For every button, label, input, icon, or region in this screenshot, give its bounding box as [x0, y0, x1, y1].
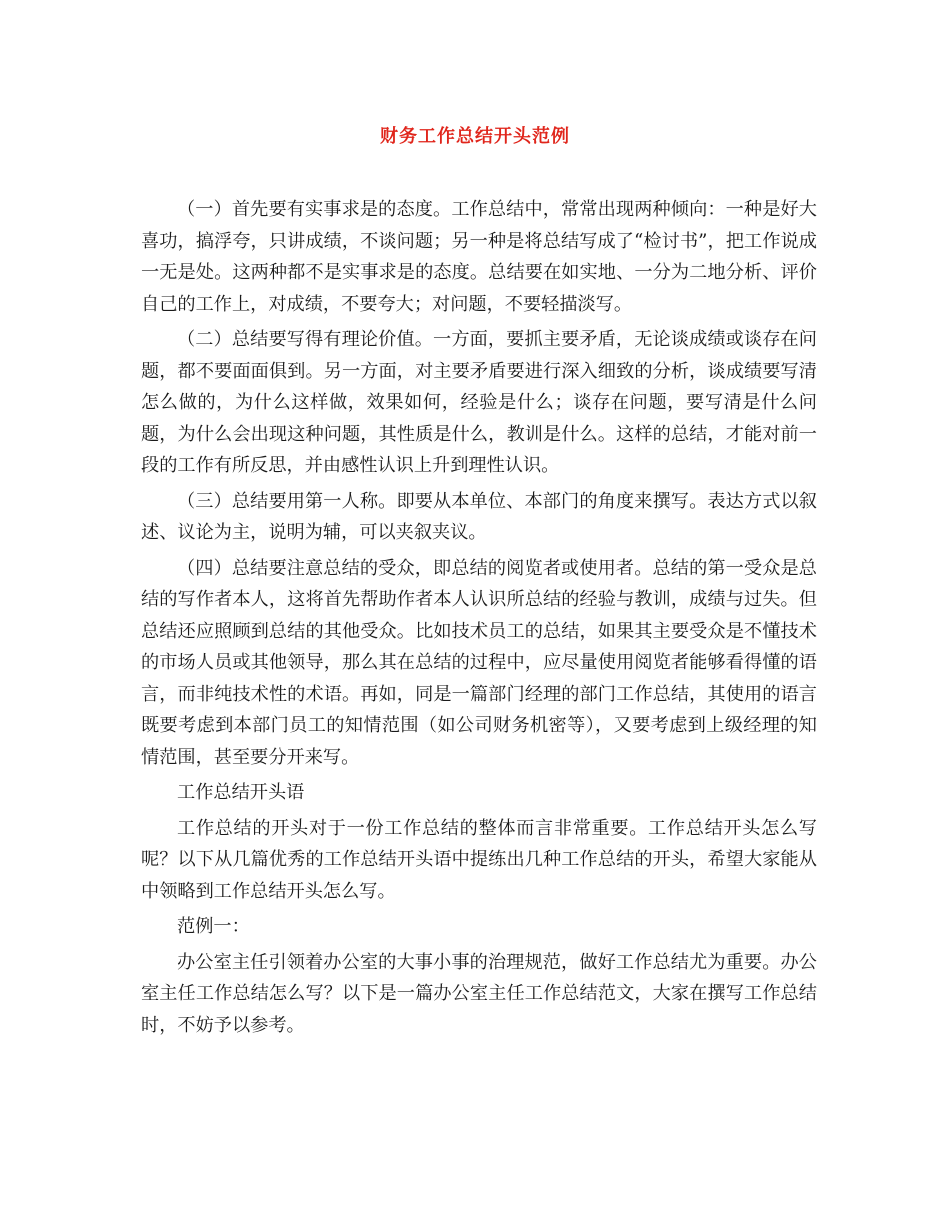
paragraph-2: （二）总结要写得有理论价值。一方面，要抓主要矛盾，无论谈成绩或谈存在问题，都不要面面俱到。另一方面，对主要矛盾要进行深入细致的分析，谈成绩要写清怎么做的，为什么这样做，效果如何，经验是什么；谈存在问题，要写清是什么问题，为什么会出现这种问题，其性质是什么，教训是什么。这样的总结，才能对前一段的工作有所反思，并由感性认识上升到理性认识。 — [141, 329, 817, 476]
paragraph-6: 办公室主任引领着办公室的大事小事的治理规范，做好工作总结尤为重要。办公室主任工作总结怎么写？以下是一篇办公室主任工作总结范文，大家在撰写工作总结时，不妨予以参考。 — [141, 951, 817, 1036]
paragraph-1: （一）首先要有实事求是的态度。工作总结中，常常出现两种倾向：一种是好大喜功，搞浮夸，只讲成绩，不谈问题；另一种是将总结写成了“检讨书”，把工作说成一无是处。这两种都不是实事求是的态度。总结要在如实地、一分为二地分析、评价自己的工作上，对成绩，不要夸大；对问题，不要轻描淡写。 — [141, 199, 817, 315]
paragraph-5: 工作总结的开头对于一份工作总结的整体而言非常重要。工作总结开头怎么写呢？以下从几篇优秀的工作总结开头语中提练出几种工作总结的开头，希望大家能从中领略到工作总结开头怎么写。 — [141, 817, 817, 902]
section-heading: 工作总结开头语 — [177, 782, 305, 803]
document-title: 财务工作总结开头范例 — [380, 126, 570, 147]
paragraph-4: （四）总结要注意总结的受众，即总结的阅览者或使用者。总结的第一受众是总结的写作者本人，这将首先帮助作者本人认识所总结的经验与教训，成绩与过失。但总结还应照顾到总结的其他受众。比如技术员工的总结，如果其主要受众是不懂技术的市场人员或其他领导，那么其在总结的过程中，应尽量使用阅览者能够看得懂的语言，而非纯技术性的术语。再如，同是一篇部门经理的部门工作总结，其使用的语言既要考虑到本部门员工的知情范围（如公司财务机密等），又要考虑到上级经理的知情范围，甚至要分开来写。 — [141, 557, 817, 768]
paragraph-3: （三）总结要用第一人称。即要从本单位、本部门的角度来撰写。表达方式以叙述、议论为主，说明为辅，可以夹叙夹议。 — [141, 490, 817, 543]
example-label: 范例一： — [177, 916, 250, 937]
document-body — [141, 194, 817, 1045]
